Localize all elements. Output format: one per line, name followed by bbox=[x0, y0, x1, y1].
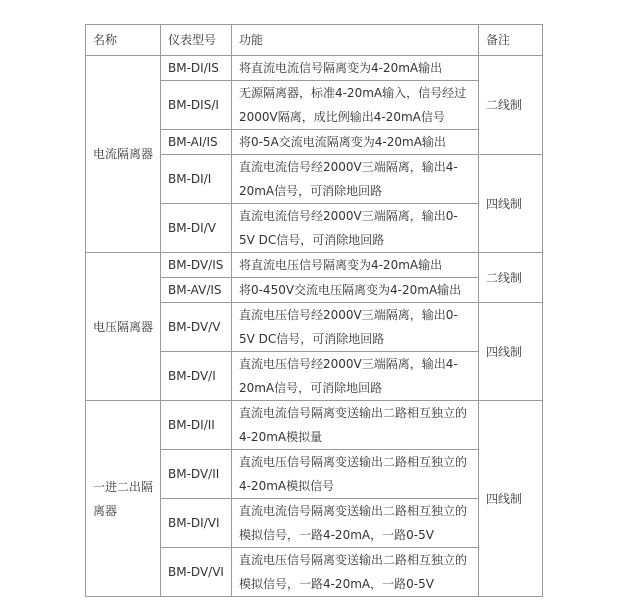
model-cell: BM-DV/I bbox=[161, 352, 232, 401]
model-cell: BM-AV/IS bbox=[161, 278, 232, 303]
table-header-row bbox=[86, 25, 543, 56]
function-cell: 直流电流信号隔离变送输出二路相互独立的模拟信号，一路4-20mA，一路0-5V bbox=[231, 499, 478, 548]
table-row bbox=[86, 401, 543, 450]
model-cell: BM-DI/IS bbox=[161, 56, 232, 81]
model-cell: BM-DI/V bbox=[161, 204, 232, 253]
header-model: 仪表型号 bbox=[161, 25, 232, 56]
remark-cell: 四线制 bbox=[478, 155, 542, 253]
model-cell: BM-DI/VI bbox=[161, 499, 232, 548]
model-cell: BM-DV/V bbox=[161, 303, 232, 352]
isolator-table bbox=[85, 24, 543, 597]
model-cell: BM-DI/I bbox=[161, 155, 232, 204]
group-name: 一进二出隔离器 bbox=[86, 401, 161, 597]
function-cell: 将直流电流信号隔离变为4-20mA输出 bbox=[231, 56, 478, 81]
function-cell: 直流电压信号隔离变送输出二路相互独立的模拟信号，一路4-20mA，一路0-5V bbox=[231, 548, 478, 597]
model-cell: BM-DI/II bbox=[161, 401, 232, 450]
table-row bbox=[86, 253, 543, 278]
function-cell: 直流电压信号经2000V三端隔离，输出0-5V DC信号，可消除地回路 bbox=[231, 303, 478, 352]
function-cell: 直流电压信号经2000V三端隔离，输出4-20mA信号，可消除地回路 bbox=[231, 352, 478, 401]
header-name: 名称 bbox=[86, 25, 161, 56]
function-cell: 将0-450V交流电压隔离变为4-20mA输出 bbox=[231, 278, 478, 303]
function-cell: 将直流电压信号隔离变为4-20mA输出 bbox=[231, 253, 478, 278]
header-function: 功能 bbox=[231, 25, 478, 56]
function-cell: 无源隔离器，标准4-20mA输入，信号经过2000V隔离，成比例输出4-20mA信号 bbox=[231, 81, 478, 130]
table-row bbox=[86, 56, 543, 81]
group-name: 电流隔离器 bbox=[86, 56, 161, 253]
header-remark: 备注 bbox=[478, 25, 542, 56]
function-cell: 直流电流信号经2000V三端隔离，输出4-20mA信号，可消除地回路 bbox=[231, 155, 478, 204]
remark-cell: 二线制 bbox=[478, 56, 542, 155]
model-cell: BM-DV/II bbox=[161, 450, 232, 499]
function-cell: 直流电压信号隔离变送输出二路相互独立的4-20mA模拟信号 bbox=[231, 450, 478, 499]
model-cell: BM-DV/VI bbox=[161, 548, 232, 597]
function-cell: 直流电流信号隔离变送输出二路相互独立的4-20mA模拟量 bbox=[231, 401, 478, 450]
function-cell: 直流电流信号经2000V三端隔离，输出0-5V DC信号，可消除地回路 bbox=[231, 204, 478, 253]
function-cell: 将0-5A交流电流隔离变为4-20mA输出 bbox=[231, 130, 478, 155]
model-cell: BM-DIS/I bbox=[161, 81, 232, 130]
model-cell: BM-DV/IS bbox=[161, 253, 232, 278]
model-cell: BM-AI/IS bbox=[161, 130, 232, 155]
remark-cell: 四线制 bbox=[478, 401, 542, 597]
group-name: 电压隔离器 bbox=[86, 253, 161, 401]
remark-cell: 四线制 bbox=[478, 303, 542, 401]
remark-cell: 二线制 bbox=[478, 253, 542, 303]
